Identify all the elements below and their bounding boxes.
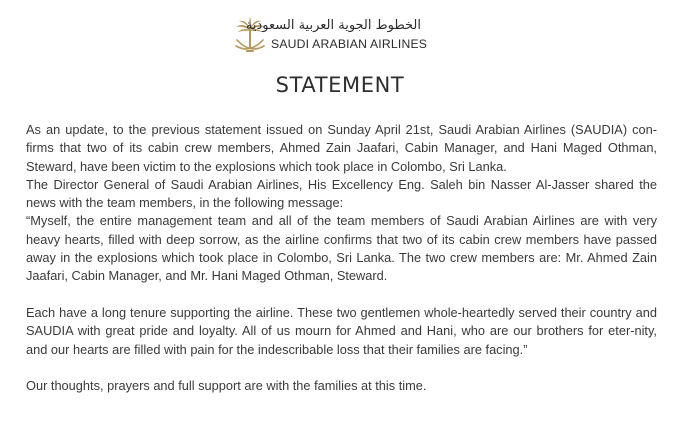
statement-title: STATEMENT: [275, 73, 405, 97]
logo-arabic-text: الخطوط الجوية العربية السعودية: [245, 18, 421, 33]
paragraph-director-general: The Director General of Saudi Arabian Airlines, His Excellency Eng. Saleh bin Nasser Al-Jasser shared the news with the team members, in the following message:: [26, 176, 657, 211]
saudia-logo: [231, 16, 428, 56]
statement-body: [26, 121, 657, 395]
logo-english-text: SAUDI ARABIAN AIRLINES: [271, 37, 428, 51]
paragraph-update: As an update, to the previous statement issued on Sunday April 21st, Saudi Arabian Airlines (SAUDIA) con-firms that two of its cabin crew members, Ahmed Zain Jaafari, Cabin Manager, and Hani Maged Othman, Steward, have been victim to the explosions which took place in Colombo, Sri Lanka.: [26, 122, 657, 174]
paragraph-quote-end: Each have a long tenure supporting the airline. These two gentlemen whole-heartedly served their country and SAUDIA with great pride and loyalty. All of us mourn for Ahmed and Hani, who are our brothers for eter-nity, and our hearts are filled with pain for the indescribable loss that their families are facing.”: [26, 304, 657, 357]
paragraph-closing: Our thoughts, prayers and full support are with the families at this time.: [26, 378, 427, 394]
paragraph-quote-start: “Myself, the entire management team and all of the team members of Saudi Arabian Airlines are with very heavy hearts, filled with deep sorrow, as the airline confirms that two of its cabin crew members have passed away in the explosions which took place in Colombo, Sri Lanka. The two crew members are: Mr. Ahmed Zain Jaafari, Cabin Manager, and Mr. Hani Maged Othman, Steward.: [26, 213, 657, 284]
